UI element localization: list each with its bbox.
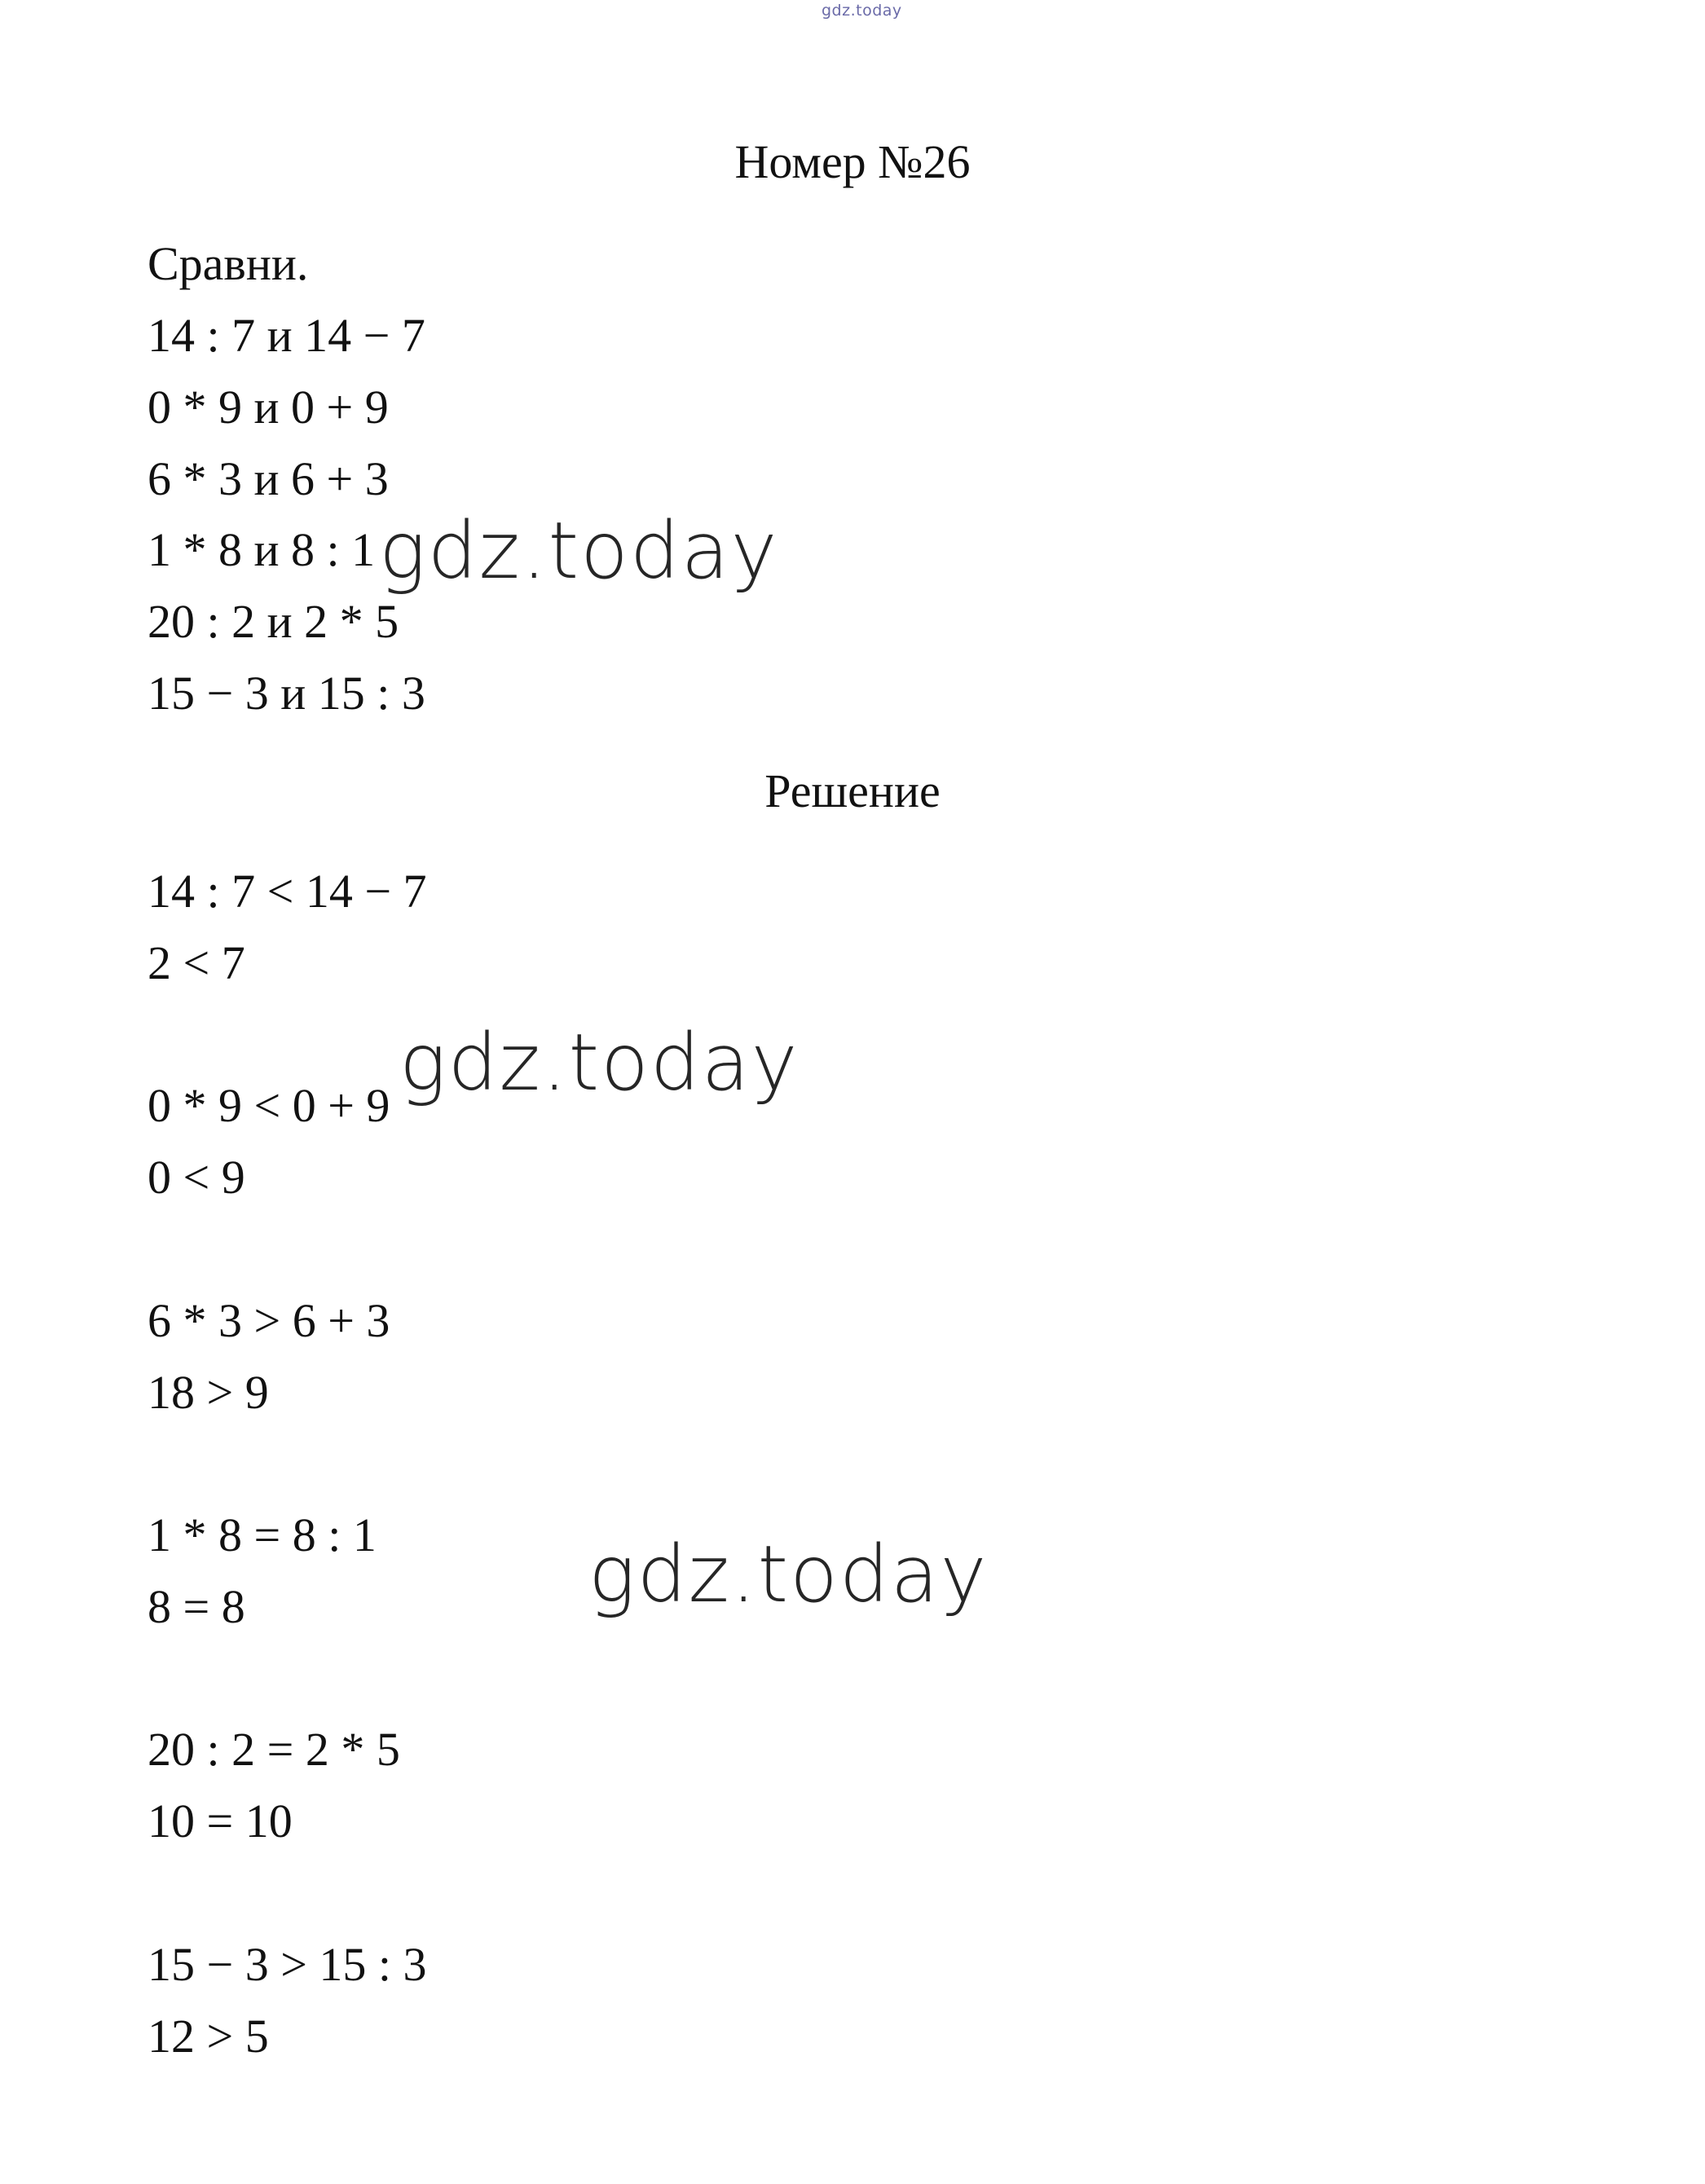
solution-line: 12 > 5 <box>148 2010 269 2063</box>
solution-line: 14 : 7 < 14 − 7 <box>148 865 427 918</box>
watermark: gdz.today <box>588 1529 989 1620</box>
solution-line: 15 − 3 > 15 : 3 <box>148 1938 427 1991</box>
watermark: gdz.today <box>399 1017 800 1108</box>
solution-line: 20 : 2 = 2 * 5 <box>148 1723 400 1776</box>
solution-line: 10 = 10 <box>148 1794 293 1847</box>
task-line: 15 − 3 и 15 : 3 <box>148 667 425 720</box>
watermark: gdz.today <box>379 505 779 597</box>
task-line: 0 * 9 и 0 + 9 <box>148 381 389 434</box>
task-line: 14 : 7 и 14 − 7 <box>148 309 425 362</box>
solution-heading: Решение <box>764 764 941 817</box>
solution-line: 0 < 9 <box>148 1151 245 1204</box>
solution-line: 1 * 8 = 8 : 1 <box>148 1508 377 1561</box>
solution-line: 2 < 7 <box>148 936 245 989</box>
page-title: Номер №26 <box>734 135 971 188</box>
task-line: 6 * 3 и 6 + 3 <box>148 452 389 505</box>
task-line: 20 : 2 и 2 * 5 <box>148 595 399 648</box>
task-instruction: Сравни. <box>148 237 309 290</box>
solution-line: 0 * 9 < 0 + 9 <box>148 1079 390 1132</box>
solution-line: 8 = 8 <box>148 1580 245 1633</box>
solution-line: 18 > 9 <box>148 1366 269 1419</box>
task-line: 1 * 8 и 8 : 1 <box>148 523 376 576</box>
top-watermark: gdz.today <box>822 2 902 20</box>
solution-line: 6 * 3 > 6 + 3 <box>148 1294 390 1347</box>
